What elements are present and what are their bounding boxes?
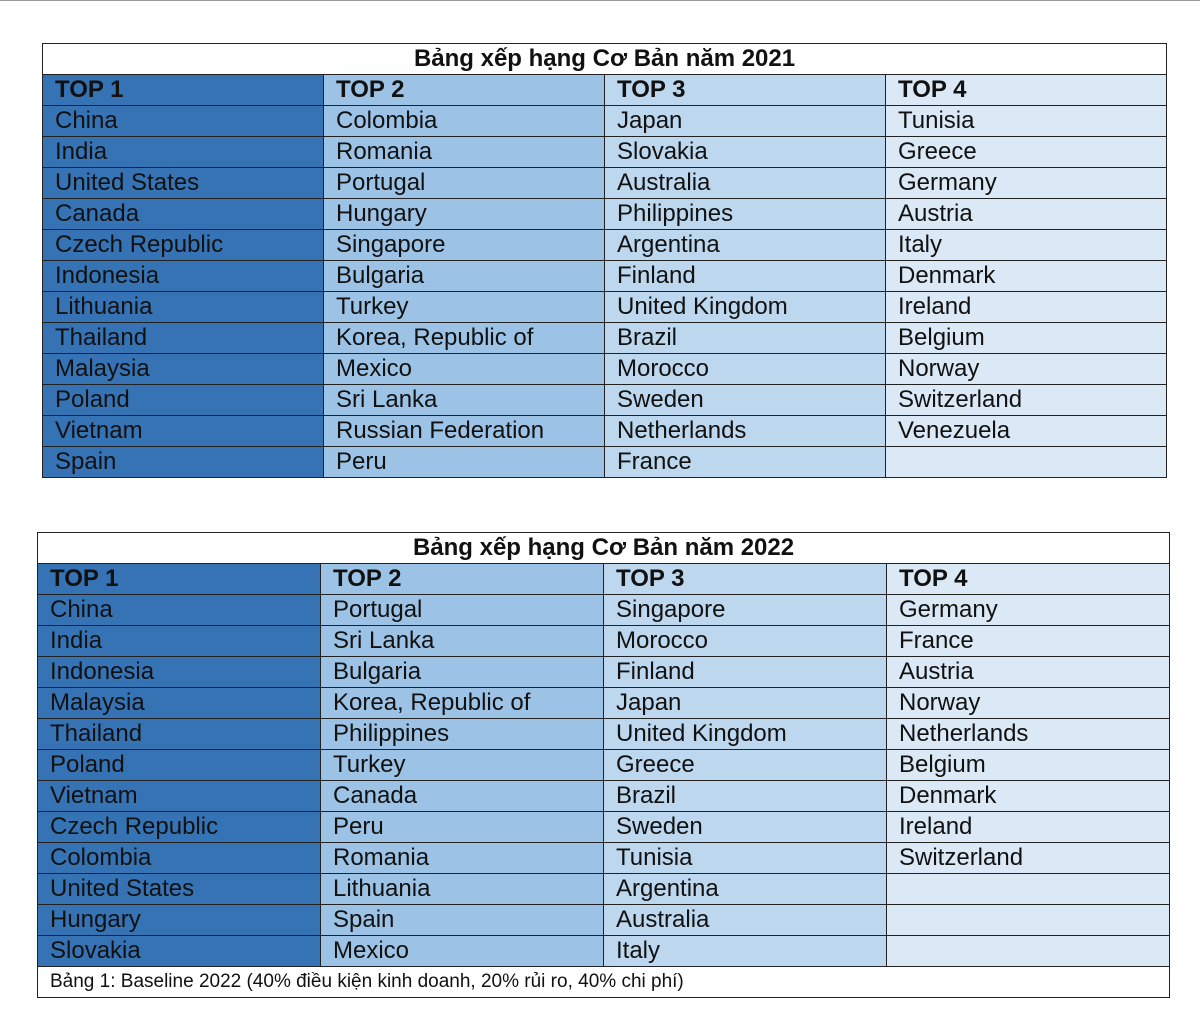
country-cell-top1: Spain (43, 447, 324, 478)
country-cell-top3: Morocco (605, 354, 886, 385)
country-cell-top3: Slovakia (605, 137, 886, 168)
table-row (43, 230, 1167, 261)
country-cell-top3: Sweden (604, 812, 887, 843)
table-row (43, 261, 1167, 292)
table-row (43, 323, 1167, 354)
column-header-top4: TOP 4 (887, 564, 1170, 595)
country-cell-top4: Denmark (887, 781, 1170, 812)
country-cell-top2: Romania (321, 843, 604, 874)
country-cell-top3: Australia (605, 168, 886, 199)
table-row (43, 137, 1167, 168)
country-cell-top3: Tunisia (604, 843, 887, 874)
country-cell-top3: United Kingdom (605, 292, 886, 323)
country-cell-top1: Thailand (43, 323, 324, 354)
country-cell-top2: Portugal (324, 168, 605, 199)
table-row (38, 874, 1170, 905)
country-cell-top1: Poland (38, 750, 321, 781)
top-divider-line (0, 0, 1200, 1)
table-row (43, 168, 1167, 199)
country-cell-top4: Venezuela (886, 416, 1167, 447)
column-header-top1: TOP 1 (43, 75, 324, 106)
country-cell-top2: Sri Lanka (321, 626, 604, 657)
country-cell-top1: India (43, 137, 324, 168)
country-cell-top2: Korea, Republic of (324, 323, 605, 354)
country-cell-top3: Brazil (605, 323, 886, 354)
country-cell-top1: United States (38, 874, 321, 905)
country-cell-top3: Japan (605, 106, 886, 137)
country-cell-top3: Morocco (604, 626, 887, 657)
country-cell-top4: Germany (887, 595, 1170, 626)
country-cell-top2: Russian Federation (324, 416, 605, 447)
country-cell-top3: United Kingdom (604, 719, 887, 750)
country-cell-top1: Poland (43, 385, 324, 416)
country-cell-top2: Spain (321, 905, 604, 936)
country-cell-top4: Greece (886, 137, 1167, 168)
country-cell-top1: Indonesia (38, 657, 321, 688)
country-cell-top2: Lithuania (321, 874, 604, 905)
country-cell-top4: Norway (886, 354, 1167, 385)
country-cell-top2: Singapore (324, 230, 605, 261)
country-cell-top4: Tunisia (886, 106, 1167, 137)
ranking-table-2021 (42, 43, 1167, 478)
country-cell-top4: Netherlands (887, 719, 1170, 750)
country-cell-top2: Korea, Republic of (321, 688, 604, 719)
country-cell-top3: Greece (604, 750, 887, 781)
country-cell-top3: Italy (604, 936, 887, 967)
country-cell-top1: Thailand (38, 719, 321, 750)
column-header-top2: TOP 2 (321, 564, 604, 595)
column-header-top1: TOP 1 (38, 564, 321, 595)
country-cell-top1: United States (43, 168, 324, 199)
country-cell-top4: Ireland (886, 292, 1167, 323)
country-cell-top4 (887, 905, 1170, 936)
country-cell-top3: Brazil (604, 781, 887, 812)
country-cell-top2: Turkey (324, 292, 605, 323)
country-cell-top4 (886, 447, 1167, 478)
table-row (38, 688, 1170, 719)
column-header-top2: TOP 2 (324, 75, 605, 106)
table-row (38, 812, 1170, 843)
country-cell-top2: Colombia (324, 106, 605, 137)
country-cell-top2: Peru (321, 812, 604, 843)
column-header-top4: TOP 4 (886, 75, 1167, 106)
country-cell-top3: Argentina (604, 874, 887, 905)
country-cell-top4: Norway (887, 688, 1170, 719)
country-cell-top3: Philippines (605, 199, 886, 230)
country-cell-top2: Hungary (324, 199, 605, 230)
country-cell-top2: Turkey (321, 750, 604, 781)
table-row (38, 843, 1170, 874)
country-cell-top1: Indonesia (43, 261, 324, 292)
table-title-2022: Bảng xếp hạng Cơ Bản năm 2022 (38, 533, 1170, 564)
country-cell-top4: Germany (886, 168, 1167, 199)
table-row (43, 416, 1167, 447)
table-row (43, 199, 1167, 230)
country-cell-top4: Belgium (886, 323, 1167, 354)
country-cell-top1: India (38, 626, 321, 657)
country-cell-top2: Canada (321, 781, 604, 812)
country-cell-top2: Bulgaria (321, 657, 604, 688)
country-cell-top4: Denmark (886, 261, 1167, 292)
country-cell-top3: Finland (605, 261, 886, 292)
country-cell-top4: Austria (887, 657, 1170, 688)
table-row (38, 781, 1170, 812)
country-cell-top4 (887, 874, 1170, 905)
country-cell-top1: China (38, 595, 321, 626)
country-cell-top1: Lithuania (43, 292, 324, 323)
table-row (43, 354, 1167, 385)
table-title-2021: Bảng xếp hạng Cơ Bản năm 2021 (43, 44, 1167, 75)
country-cell-top4 (887, 936, 1170, 967)
ranking-table-2022 (37, 532, 1170, 998)
table-row (43, 447, 1167, 478)
country-cell-top3: France (605, 447, 886, 478)
country-cell-top3: Japan (604, 688, 887, 719)
table-row (43, 292, 1167, 323)
country-cell-top1: Vietnam (43, 416, 324, 447)
country-cell-top1: China (43, 106, 324, 137)
table-row (38, 657, 1170, 688)
country-cell-top3: Sweden (605, 385, 886, 416)
country-cell-top4: Italy (886, 230, 1167, 261)
country-cell-top4: Switzerland (887, 843, 1170, 874)
table-caption: Bảng 1: Baseline 2022 (40% điều kiện kinh doanh, 20% rủi ro, 40% chi phí) (38, 967, 1170, 998)
country-cell-top1: Slovakia (38, 936, 321, 967)
table-row (38, 905, 1170, 936)
country-cell-top1: Czech Republic (43, 230, 324, 261)
country-cell-top2: Sri Lanka (324, 385, 605, 416)
country-cell-top1: Malaysia (38, 688, 321, 719)
country-cell-top4: Austria (886, 199, 1167, 230)
table-row (38, 936, 1170, 967)
country-cell-top1: Vietnam (38, 781, 321, 812)
country-cell-top3: Singapore (604, 595, 887, 626)
country-cell-top1: Canada (43, 199, 324, 230)
country-cell-top4: France (887, 626, 1170, 657)
country-cell-top3: Australia (604, 905, 887, 936)
country-cell-top3: Argentina (605, 230, 886, 261)
country-cell-top2: Peru (324, 447, 605, 478)
country-cell-top4: Ireland (887, 812, 1170, 843)
table-row (38, 595, 1170, 626)
table-row (43, 385, 1167, 416)
country-cell-top2: Philippines (321, 719, 604, 750)
column-header-top3: TOP 3 (605, 75, 886, 106)
table-row (43, 106, 1167, 137)
country-cell-top3: Netherlands (605, 416, 886, 447)
country-cell-top1: Colombia (38, 843, 321, 874)
table-row (38, 719, 1170, 750)
country-cell-top2: Bulgaria (324, 261, 605, 292)
country-cell-top2: Portugal (321, 595, 604, 626)
table-row (38, 750, 1170, 781)
country-cell-top3: Finland (604, 657, 887, 688)
country-cell-top2: Mexico (321, 936, 604, 967)
country-cell-top1: Czech Republic (38, 812, 321, 843)
country-cell-top2: Romania (324, 137, 605, 168)
country-cell-top4: Belgium (887, 750, 1170, 781)
country-cell-top1: Hungary (38, 905, 321, 936)
column-header-top3: TOP 3 (604, 564, 887, 595)
country-cell-top4: Switzerland (886, 385, 1167, 416)
table-row (38, 626, 1170, 657)
country-cell-top1: Malaysia (43, 354, 324, 385)
country-cell-top2: Mexico (324, 354, 605, 385)
